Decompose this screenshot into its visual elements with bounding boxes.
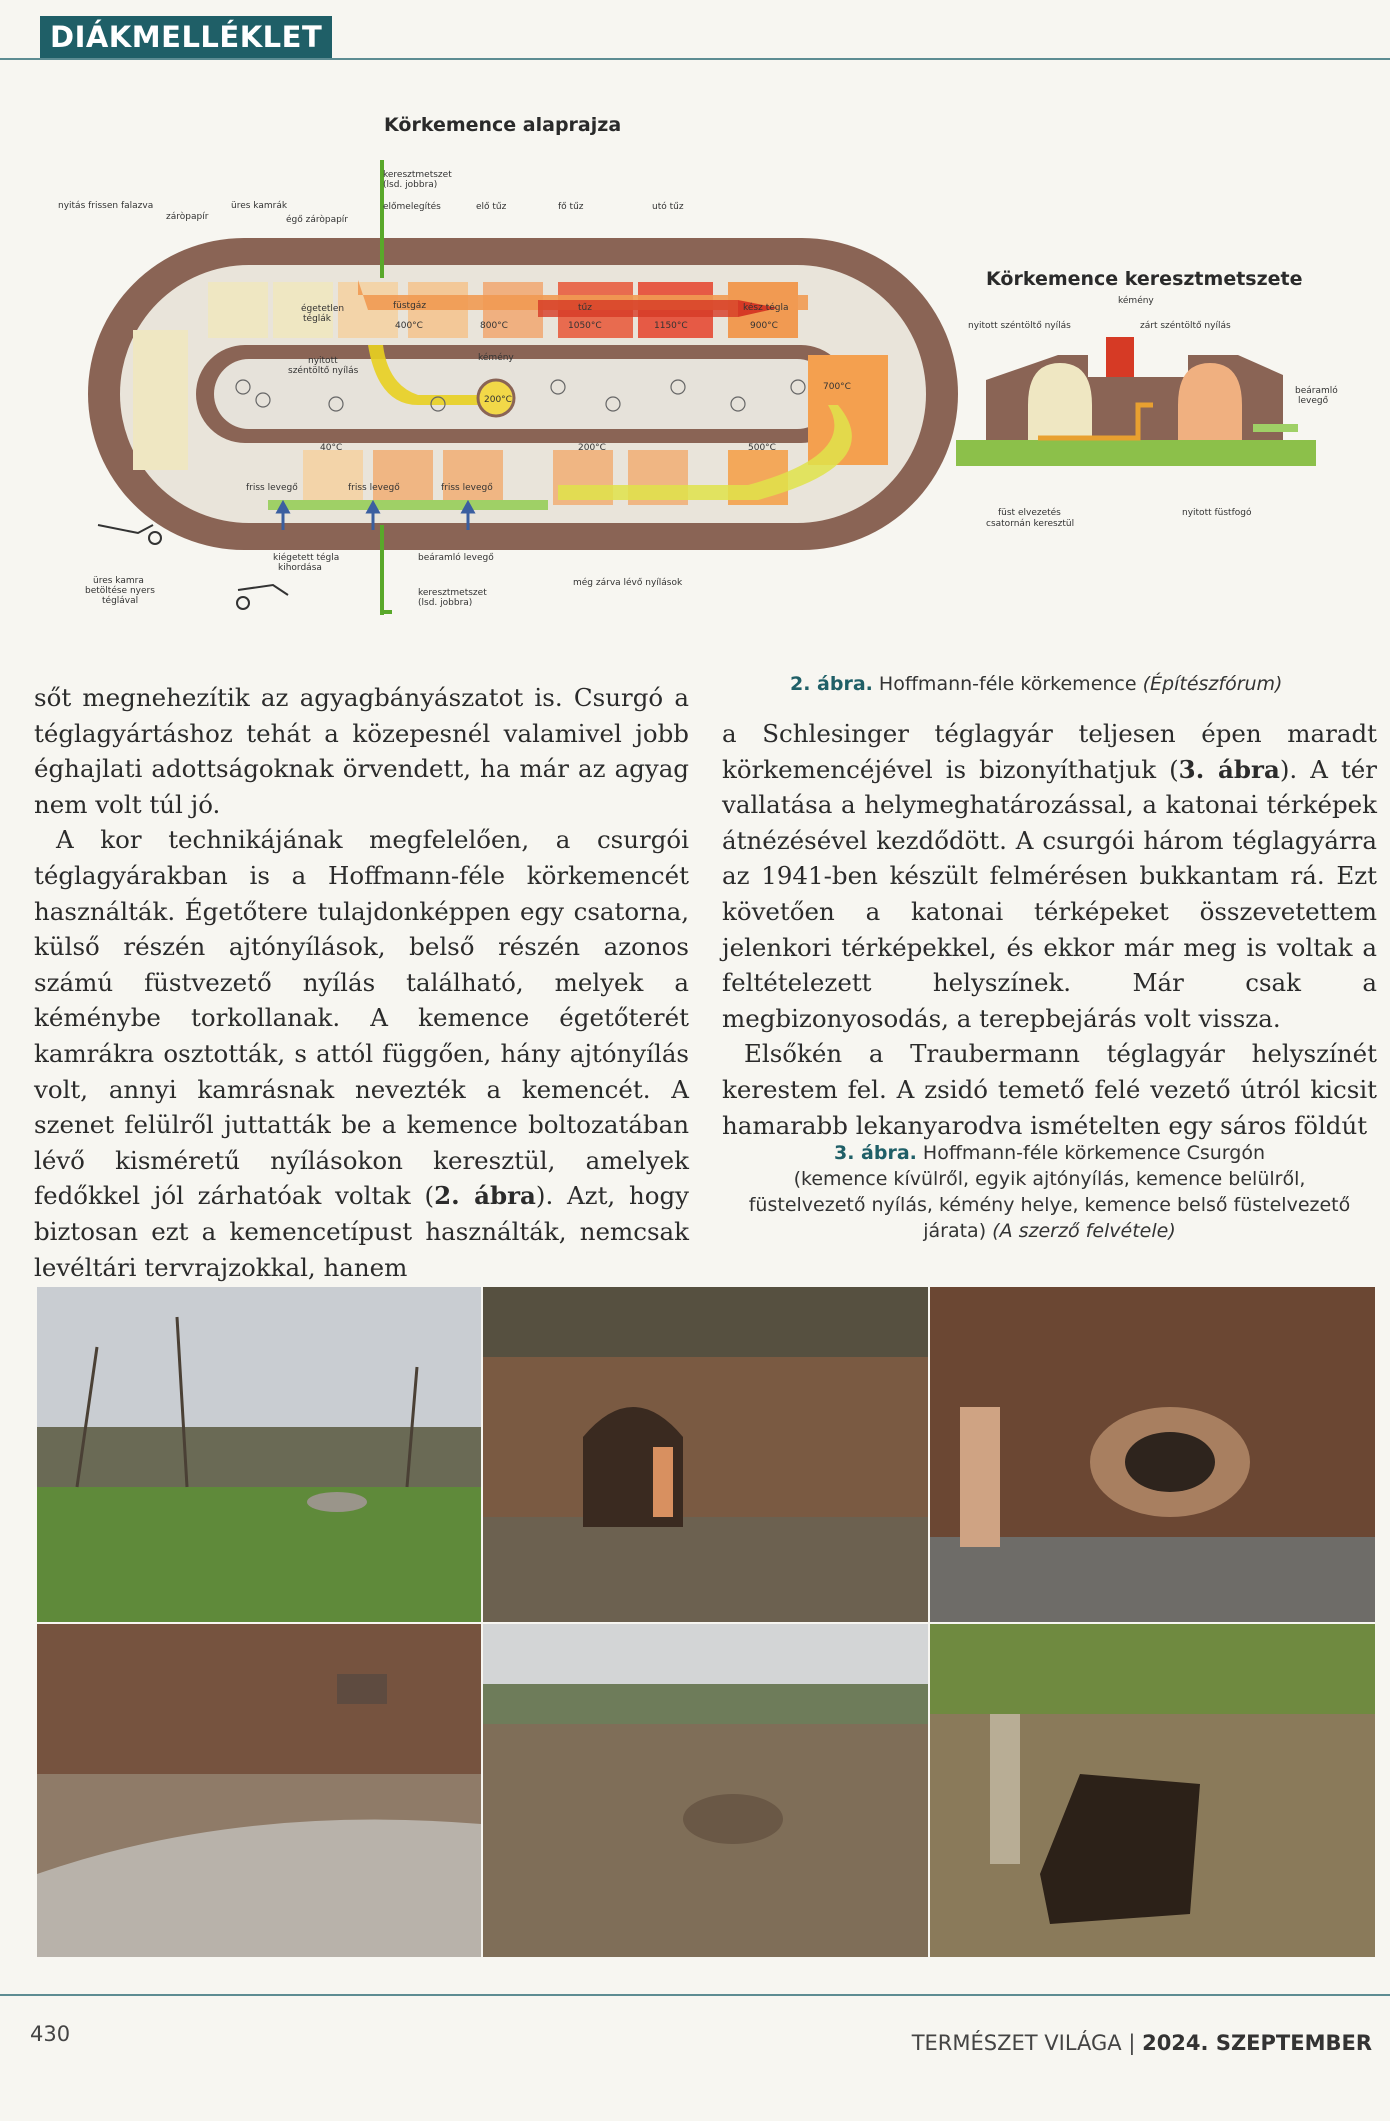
svg-text:kihordása: kihordása: [278, 563, 322, 573]
svg-text:1150°C: 1150°C: [654, 321, 688, 331]
svg-text:zárt széntöltő nyílás: zárt széntöltő nyílás: [1140, 321, 1231, 331]
svg-text:1050°C: 1050°C: [568, 321, 602, 331]
svg-text:nyitott füstfogó: nyitott füstfogó: [1182, 508, 1252, 518]
plan-title: Körkemence alaprajza: [384, 114, 622, 136]
svg-text:800°C: 800°C: [480, 321, 508, 331]
svg-text:friss levegő: friss levegő: [441, 483, 493, 493]
svg-text:friss levegő: friss levegő: [348, 483, 400, 493]
photo-inner-flue: [930, 1624, 1375, 1957]
paragraph: a Schlesinger téglagyár teljesen épen maradt körkemencéjével is bizonyíthatjuk (3. ábra). A tér vallatása a helymeghatározással, a katonai térképek átnézésével kezdődött. A csurgói három téglagyárra az 1941-ben készült felmérésen bukkantam rá. Ezt követően a katonai térképeket összevetettem jelenkori térképekkel, és ekkor már meg is voltak a feltételezett helyszínek. Már csak a megbizonyosodás, a terepbejárás volt vissza.: [722, 719, 1377, 1033]
cross-title: Körkemence keresztmetszete: [986, 268, 1303, 290]
svg-text:nyitás frissen falazva: nyitás frissen falazva: [58, 201, 154, 211]
svg-text:keresztmetszet: keresztmetszet: [418, 588, 487, 598]
svg-text:még zárva lévő nyílások: még zárva lévő nyílások: [573, 578, 683, 588]
svg-text:záròpapír: záròpapír: [166, 212, 209, 222]
svg-text:(lsd. jobbra): (lsd. jobbra): [383, 180, 438, 190]
svg-text:elő tűz: elő tűz: [476, 202, 507, 212]
svg-text:kiégetett tégla: kiégetett tégla: [273, 553, 340, 563]
svg-text:széntöltő nyílás: széntöltő nyílás: [288, 366, 359, 376]
svg-text:700°C: 700°C: [823, 382, 851, 392]
svg-text:nyitott széntöltő nyílás: nyitott széntöltő nyílás: [968, 321, 1071, 331]
svg-text:csatornán keresztül: csatornán keresztül: [986, 519, 1075, 529]
svg-text:40°C: 40°C: [320, 443, 343, 453]
svg-text:előmelegítés: előmelegítés: [383, 202, 441, 212]
paragraph: Elsőkén a Traubermann téglagyár helyszínét kerestem fel. A zsidó temető felé vezető útról kicsit hamarabb lekanyarodva ismételten egy sáros földút: [722, 1039, 1377, 1140]
svg-text:égő záròpapír: égő záròpapír: [286, 215, 349, 225]
svg-text:keresztmetszet: keresztmetszet: [383, 170, 452, 180]
svg-text:levegő: levegő: [1298, 396, 1329, 406]
svg-text:téglával: téglával: [102, 596, 139, 606]
svg-text:füstgáz: füstgáz: [393, 301, 427, 311]
svg-text:kémény: kémény: [478, 353, 514, 363]
svg-text:üres kamrák: üres kamrák: [231, 201, 288, 211]
photo-smoke-vent: [37, 1624, 481, 1957]
svg-text:(lsd. jobbra): (lsd. jobbra): [418, 598, 473, 608]
photo-grid: [37, 1287, 1375, 1957]
paragraph: A kor technikájának megfelelően, a csurgói téglagyárakban is a Hoffmann-féle körkemencét használták. Égetőtere tulajdonképpen egy csatorna, külső részén ajtónyílások, belső részén azonos számú füstvezető nyílás található, melyek a kéménybe torkollanak. A kemence égetőterét kamrákra osztották, s attól függően, hány ajtónyílás volt, annyi kamrásnak nevezték a kemencét. A szenet felülről juttatták be a kemence boltozatában lévő kisméretű nyílásokon keresztül, amelyek fedőkkel jól zárhatóak voltak (2. ábra). Azt, hogy biztosan ezt a kemencetípust használták, nemcsak levéltári tervrajzokkal, hanem: [34, 825, 689, 1282]
svg-text:üres kamra: üres kamra: [93, 576, 144, 586]
section-tag: DIÁKMELLÉKLET: [40, 16, 332, 60]
photo-chimney-site: [483, 1624, 928, 1957]
svg-text:égetetlen: égetetlen: [301, 304, 345, 314]
paragraph: sőt megnehezítik az agyagbányászatot is. Csurgó a téglagyártáshoz tehát a közepesnél valamivel jobb éghajlati adottságoknak örvendett, ha már az agyag nem volt túl jó.: [34, 683, 689, 819]
photo-door-opening: [483, 1287, 928, 1622]
text-column-1: [34, 680, 689, 1285]
svg-text:nyitott: nyitott: [308, 356, 338, 366]
svg-text:beáramló levegő: beáramló levegő: [418, 553, 494, 563]
photo-kiln-interior: [930, 1287, 1375, 1622]
svg-text:betöltése nyers: betöltése nyers: [85, 586, 155, 596]
svg-text:fő tűz: fő tűz: [558, 202, 584, 212]
footer-rule: [0, 1994, 1390, 1996]
svg-text:beáramló: beáramló: [1295, 386, 1338, 396]
svg-text:tűz: tűz: [578, 303, 592, 313]
cross-section-drawing: [956, 337, 1316, 466]
svg-text:friss levegő: friss levegő: [246, 483, 298, 493]
photo-kiln-exterior: [37, 1287, 481, 1622]
page-number: 430: [30, 2022, 71, 2046]
svg-text:kémény: kémény: [1118, 296, 1154, 306]
svg-text:400°C: 400°C: [395, 321, 423, 331]
journal-issue: TERMÉSZET VILÁGA | 2024. SZEPTEMBER: [911, 2031, 1372, 2055]
svg-text:200°C: 200°C: [484, 395, 512, 405]
svg-text:200°C: 200°C: [578, 443, 606, 453]
raw-bricks-left: [133, 330, 188, 470]
text-column-2: [722, 716, 1377, 1143]
wheelbarrow-icon: [98, 525, 161, 544]
figure2-caption: 2. ábra. Hoffmann-féle körkemence (Építészfórum): [790, 673, 1283, 695]
figure3-caption: 3. ábra. Hoffmann-féle körkemence Csurgón (kemence kívülről, egyik ajtónyílás, kemence belülről, füstelvezető nyílás, kémény helye, kemence belső füstelvezető járata) (A szerző felvétele): [748, 1142, 1351, 1242]
svg-text:téglák: téglák: [303, 314, 332, 324]
wheelbarrow-icon-2: [237, 585, 288, 609]
kiln-diagram: [38, 105, 1373, 635]
header-rule: [0, 58, 1390, 60]
svg-text:utó tűz: utó tűz: [652, 202, 684, 212]
svg-text:füst elvezetés: füst elvezetés: [998, 508, 1061, 518]
svg-text:kész tégla: kész tégla: [743, 303, 789, 313]
svg-text:500°C: 500°C: [748, 443, 776, 453]
svg-text:900°C: 900°C: [750, 321, 778, 331]
